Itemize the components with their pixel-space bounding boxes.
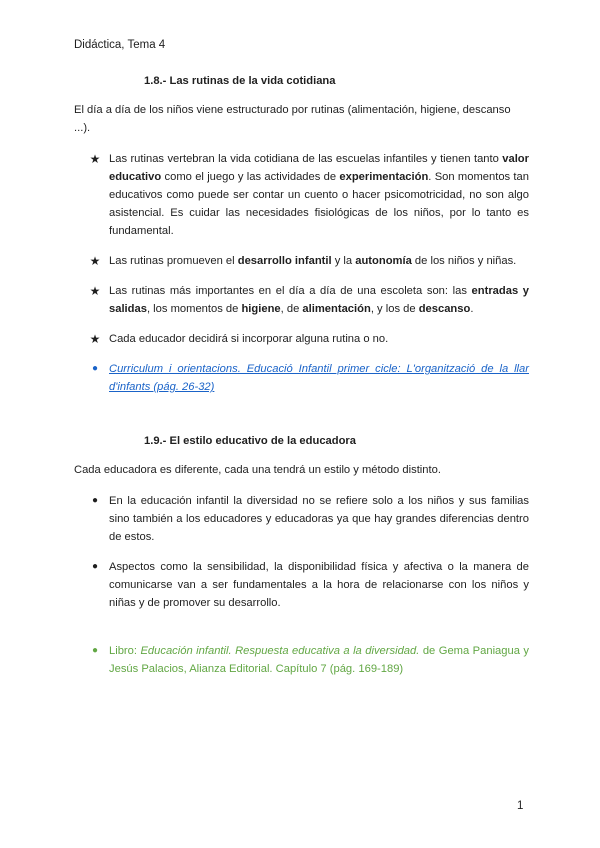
text: y la xyxy=(331,255,356,267)
text: . xyxy=(470,303,474,315)
bold-text: entradas y salidas xyxy=(109,285,530,315)
text: de los niños y niñas. xyxy=(411,255,517,267)
text: Las rutinas vertebran la vida cotidiana de las escuelas infantiles y tienen tanto xyxy=(109,153,503,165)
star-bullet-icon: ★ xyxy=(89,254,101,268)
document-header: Didáctica, Tema 4 xyxy=(74,39,166,51)
text: Cada educador decidirá si incorporar alguna rutina o no. xyxy=(109,333,389,345)
page-content xyxy=(74,70,529,690)
bullet-dot-icon: ● xyxy=(91,561,99,572)
bullet-dot-icon: ● xyxy=(91,645,99,656)
bold-text: alimentación xyxy=(302,303,371,315)
list-item xyxy=(74,492,529,546)
section-heading-1-9: 1.9.- El estilo educativo de la educadora xyxy=(144,435,357,447)
bold-text: autonomía xyxy=(355,255,412,267)
text: de Gema Paniagua y Jesús Palacios, Alianza Editorial. Capítulo 7 (pág. 169-189) xyxy=(109,645,530,675)
list-item xyxy=(74,330,529,348)
curriculum-link[interactable]: Curriculum i orientacions. Educació Infantil primer cicle: L'organització de la llar d'infants (pág. 26-32) xyxy=(109,363,529,393)
list-item xyxy=(74,252,529,270)
text: como el juego y las actividades de xyxy=(161,171,340,183)
list-item xyxy=(74,360,529,396)
text: . Son momentos tan educativos como puede ser contar un cuento o hacer psicomotricidad, no son algo asistencial. Es cuidar las necesidades fisiológicas de los niños, por lo tanto es fundamental. xyxy=(109,171,529,237)
bullet-dot-icon: ● xyxy=(91,363,99,374)
bold-text: desarrollo infantil xyxy=(237,255,332,267)
text: Aspectos como la sensibilidad, la disponibilidad física y afectiva o la manera de comunicarse van a ser fundamentales a la hora de relacionarse con los niños y niñas y de promover su desarrollo. xyxy=(109,561,529,609)
star-bullet-icon: ★ xyxy=(89,152,101,166)
text: Las rutinas promueven el xyxy=(109,255,238,267)
star-bullet-icon: ★ xyxy=(89,284,101,298)
text: Las rutinas más importantes en el día a día de una escoleta son: las xyxy=(109,285,472,297)
star-bullet-icon: ★ xyxy=(89,332,101,346)
list-item xyxy=(74,150,529,240)
list-item xyxy=(74,282,529,318)
text: , los momentos de xyxy=(146,303,242,315)
list-item xyxy=(74,558,529,612)
page-number: 1 xyxy=(517,800,524,812)
section-heading-1-8: 1.8.- Las rutinas de la vida cotidiana xyxy=(144,75,336,87)
text: , de xyxy=(280,303,303,315)
bold-text: descanso xyxy=(418,303,471,315)
bold-text: experimentación xyxy=(339,171,429,183)
text: En la educación infantil la diversidad no se refiere solo a los niños y sus familias sino también a los educadores y educadoras ya que hay grandes diferencias dentro de estos. xyxy=(109,495,529,543)
text: , y los de xyxy=(370,303,419,315)
section2-intro: Cada educadora es diferente, cada una tendrá un estilo y método distinto. xyxy=(74,464,441,476)
bold-text: valor educativo xyxy=(109,153,529,183)
text: Libro: xyxy=(109,645,141,657)
book-reference xyxy=(74,642,529,678)
section1-intro: El día a día de los niños viene estructurado por rutinas (alimentación, higiene, descanso ...). xyxy=(74,104,511,134)
book-title: Educación infantil. Respuesta educativa a la diversidad. xyxy=(140,645,420,657)
bullet-dot-icon: ● xyxy=(91,495,99,506)
bold-text: higiene xyxy=(241,303,281,315)
